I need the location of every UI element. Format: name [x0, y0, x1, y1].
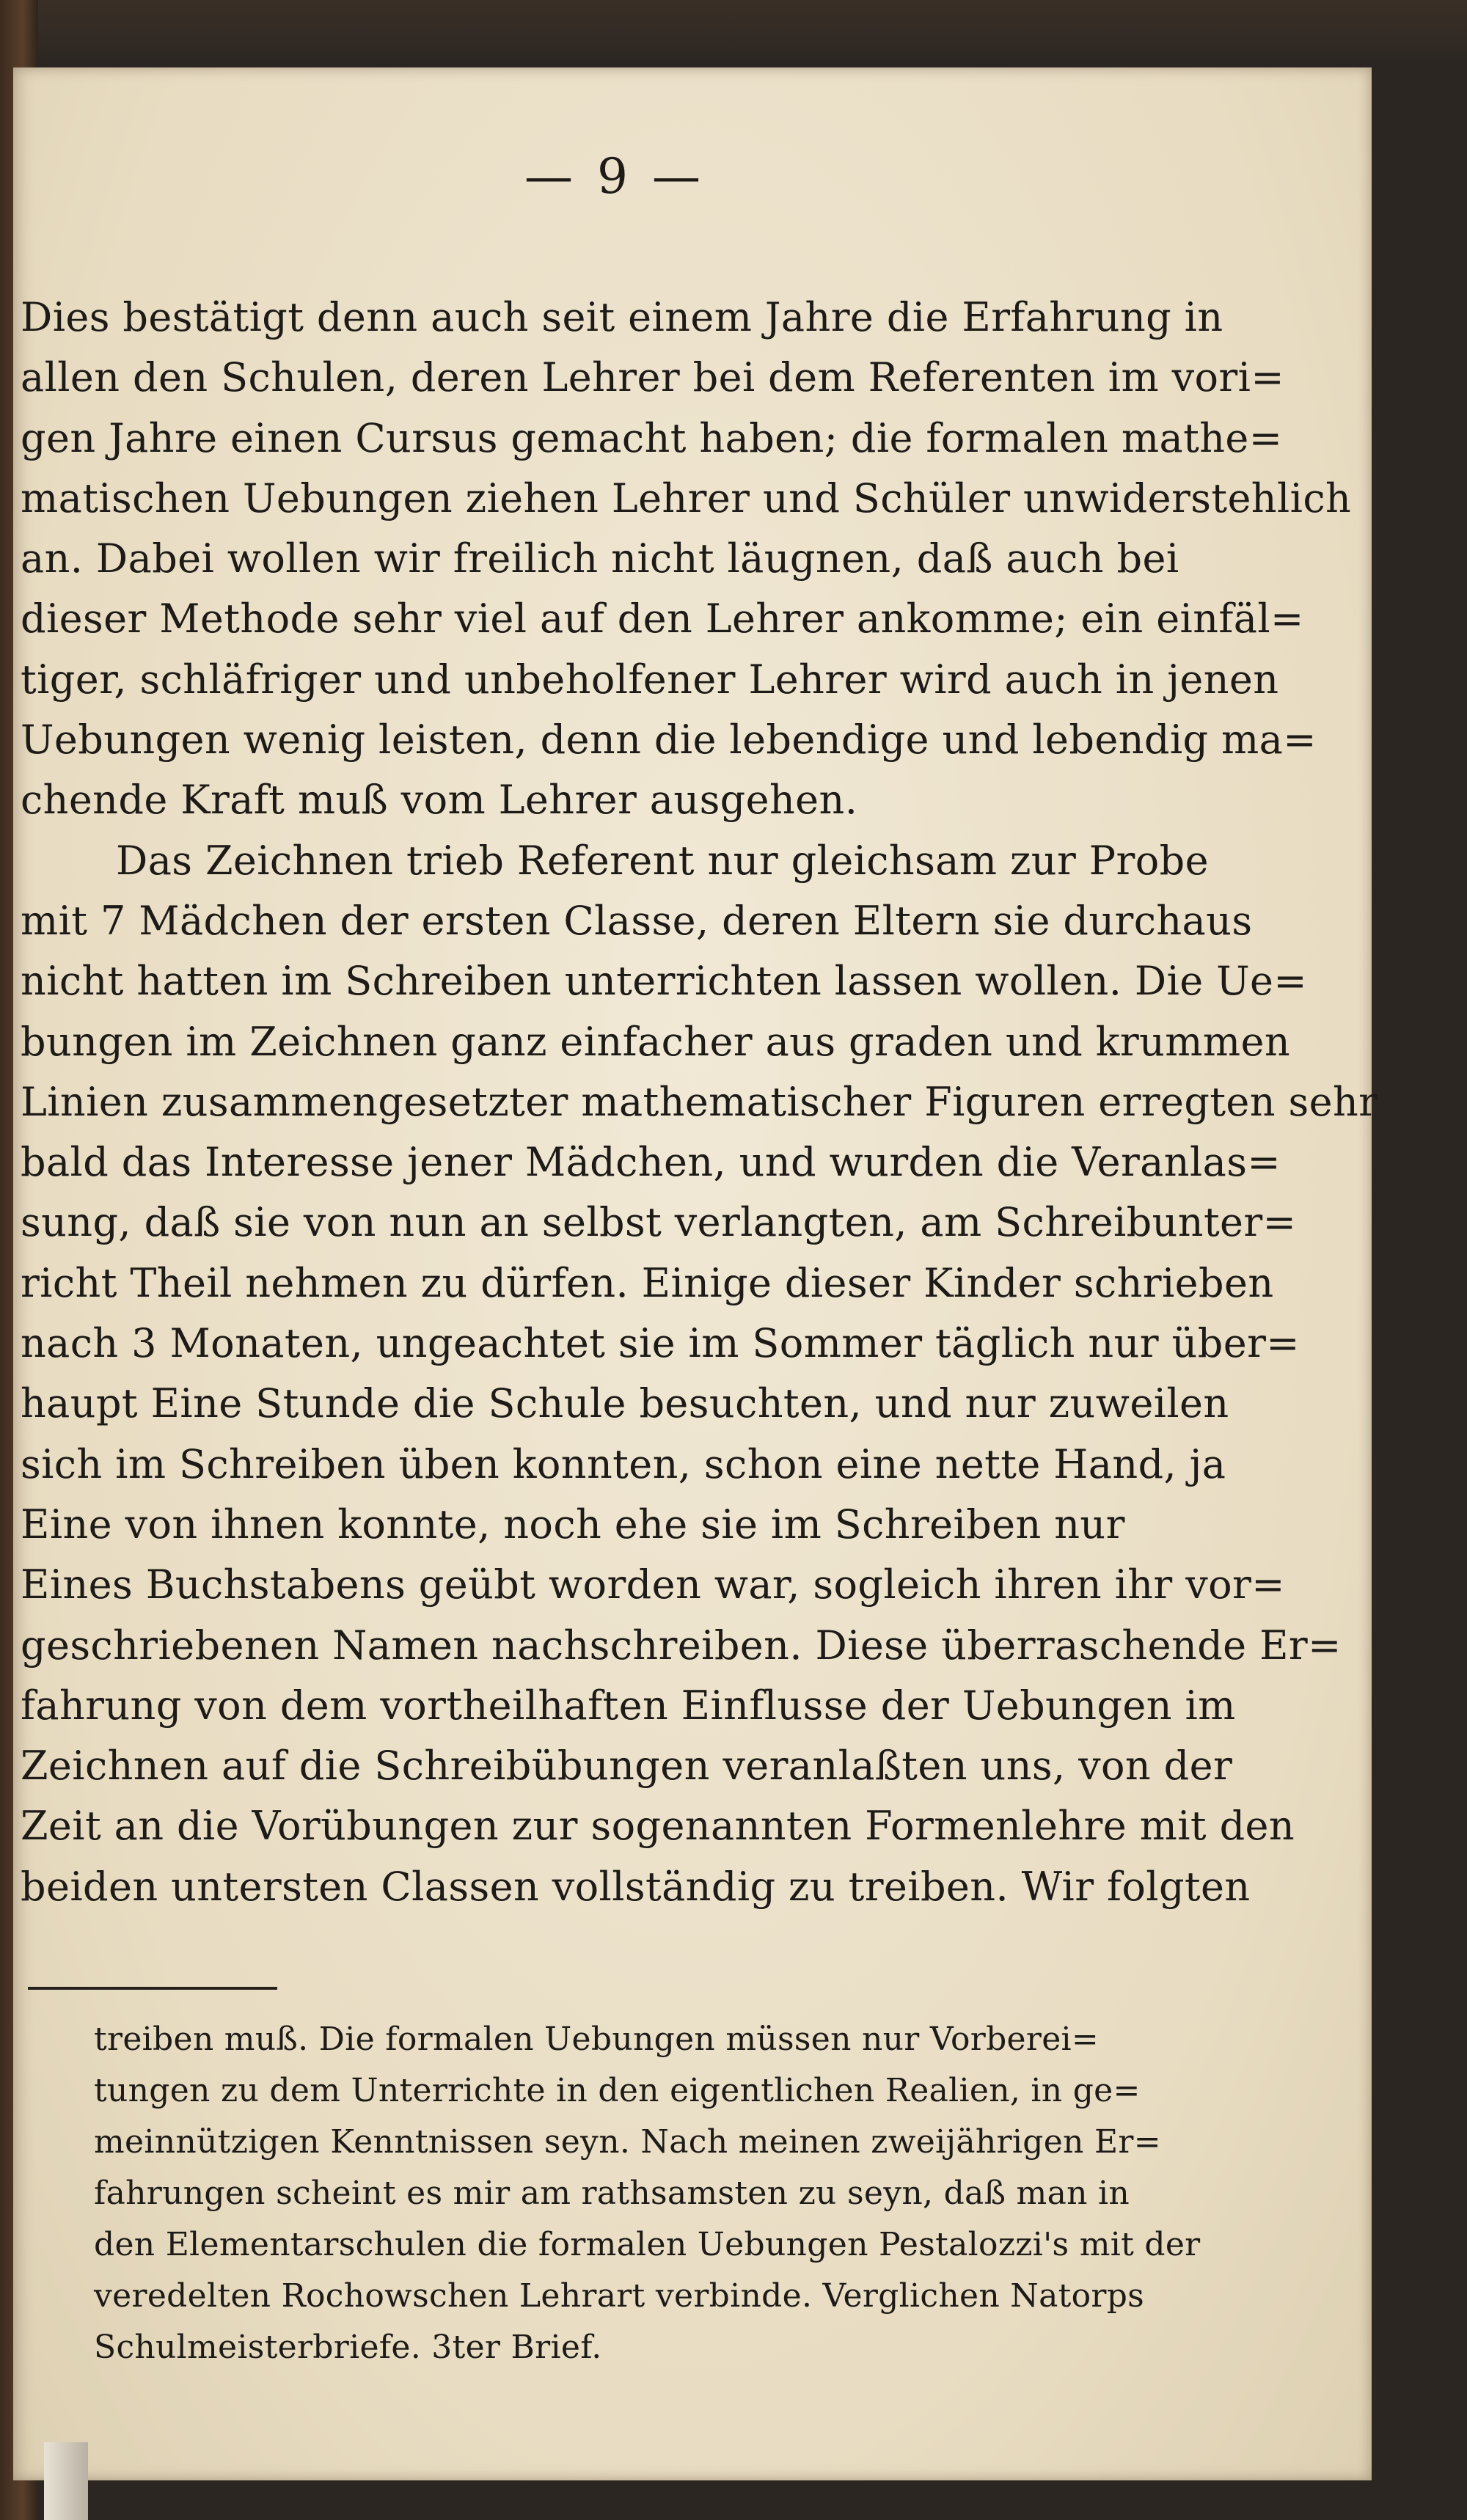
footnote-line: tungen zu dem Unterrichte in den eigentlichen Realien, in ge=	[94, 2072, 1141, 2109]
footnote-divider	[28, 1987, 277, 1990]
text-line: Linien zusammengesetzter mathematischer Figuren erregten sehr	[21, 1078, 1378, 1125]
text-line: nicht hatten im Schreiben unterrichten lassen wollen. Die Ue=	[21, 958, 1308, 1005]
text-line: geschriebenen Namen nachschreiben. Diese überraschende Er=	[21, 1622, 1342, 1669]
background-top-edge	[0, 0, 1467, 66]
text-line: Eines Buchstabens geübt worden war, sogleich ihren ihr vor=	[21, 1561, 1285, 1608]
text-line: richt Theil nehmen zu dürfen. Einige dieser Kinder schrieben	[21, 1259, 1274, 1306]
text-line: bungen im Zeichnen ganz einfacher aus graden und krummen	[21, 1018, 1291, 1065]
text-line: nach 3 Monaten, ungeachtet sie im Sommer täglich nur über=	[21, 1320, 1300, 1367]
text-line: allen den Schulen, deren Lehrer bei dem Referenten im vori=	[21, 354, 1284, 401]
text-line: an. Dabei wollen wir freilich nicht läugnen, daß auch bei	[21, 535, 1179, 582]
text-line: matischen Uebungen ziehen Lehrer und Schüler unwiderstehlich	[21, 475, 1352, 521]
text-line: mit 7 Mädchen der ersten Classe, deren Eltern sie durchaus	[21, 897, 1253, 944]
footnote-line: veredelten Rochowschen Lehrart verbinde. Verglichen Natorps	[94, 2277, 1145, 2315]
text-line: chende Kraft muß vom Lehrer ausgehen.	[21, 777, 858, 824]
text-line: haupt Eine Stunde die Schule besuchten, und nur zuweilen	[21, 1380, 1229, 1427]
text-line: sich im Schreiben üben konnten, schon eine nette Hand, ja	[21, 1440, 1226, 1487]
main-text	[21, 287, 1378, 1917]
footnote-line: fahrungen scheint es mir am rathsamsten zu seyn, daß man in	[94, 2175, 1130, 2212]
text-line: gen Jahre einen Cursus gemacht haben; die formalen mathe=	[21, 414, 1283, 461]
footnote-line: Schulmeisterbriefe. 3ter Brief.	[94, 2329, 602, 2366]
book-page	[13, 67, 1378, 2480]
footnote-line: treiben muß. Die formalen Uebungen müssen nur Vorberei=	[94, 2021, 1100, 2058]
text-line: Eine von ihnen konnte, noch ehe sie im Schreiben nur	[21, 1501, 1125, 1547]
footnote-line: meinnützigen Kenntnissen seyn. Nach meinen zweijährigen Er=	[94, 2123, 1161, 2161]
text-line: fahrung von dem vortheilhaften Einflusse der Uebungen im	[21, 1682, 1236, 1729]
text-line: Zeichnen auf die Schreibübungen veranlaßten uns, von der	[21, 1743, 1233, 1790]
page-number: — 9 —	[524, 148, 705, 205]
text-line: Uebungen wenig leisten, denn die lebendige und lebendig ma=	[21, 717, 1317, 763]
text-line: dieser Methode sehr viel auf den Lehrer ankomme; ein einfäl=	[21, 596, 1304, 642]
text-line: Dies bestätigt denn auch seit einem Jahre die Erfahrung in	[21, 294, 1223, 340]
footnote-line: den Elementarschulen die formalen Uebungen Pestalozzi's mit der	[94, 2226, 1201, 2263]
page-edge-strip	[44, 2442, 88, 2520]
text-line: bald das Interesse jener Mädchen, und wurden die Veranlas=	[21, 1139, 1281, 1186]
text-line: beiden untersten Classen vollständig zu treiben. Wir folgten	[21, 1863, 1251, 1910]
text-line: tiger, schläfriger und unbeholfener Lehrer wird auch in jenen	[21, 656, 1279, 703]
text-line: sung, daß sie von nun an selbst verlangten, am Schreibunter=	[21, 1199, 1297, 1246]
paragraph-start-line: Das Zeichnen trieb Referent nur gleichsam zur Probe	[116, 837, 1209, 884]
text-line: Zeit an die Vorübungen zur sogenannten Formenlehre mit den	[21, 1803, 1295, 1850]
footnote	[94, 2014, 1267, 2373]
